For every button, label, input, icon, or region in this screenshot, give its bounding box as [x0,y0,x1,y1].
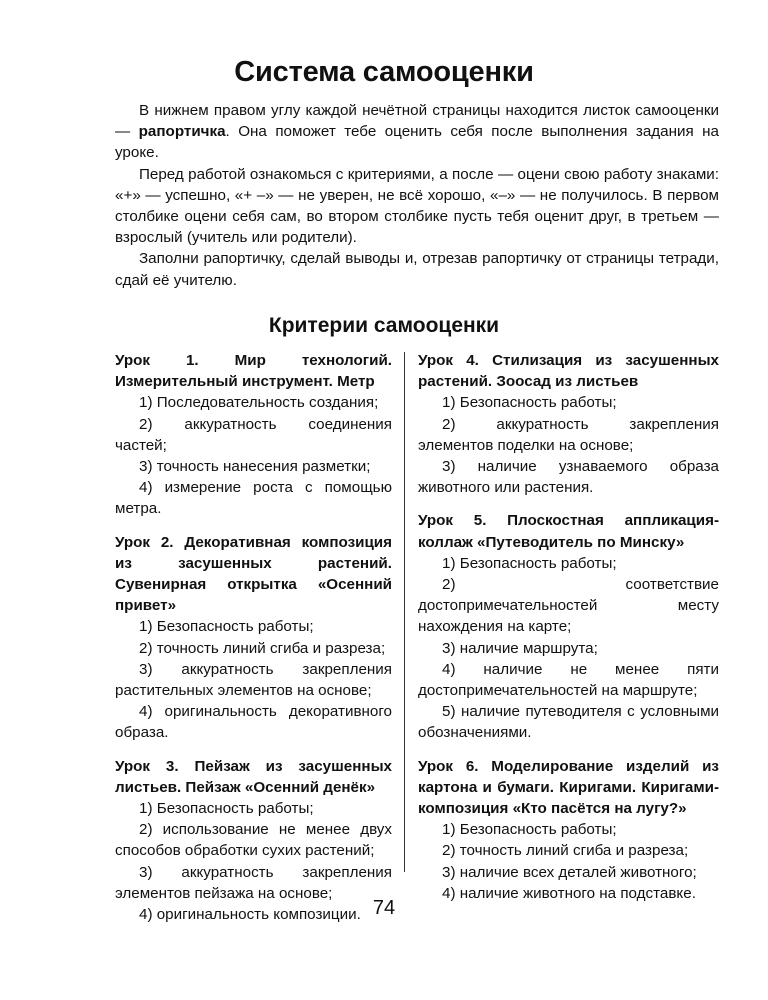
criterion-item [418,840,719,861]
criterion-item [115,798,392,819]
criterion-item [418,553,719,574]
criterion-text: 1) Безопасность работы; [139,800,314,818]
criterion-text: 1) Безопасность работы; [442,554,617,572]
section-subtitle: Критерии самооценки [268,314,500,337]
criterion-item [418,819,719,840]
criterion-text: 4) наличие животного на подставке. [442,884,696,902]
criterion-text: 3) аккуратность закрепления элементов пейзажа на основе; [115,863,392,902]
criterion-text: 1) Последовательность создания; [139,394,379,412]
criterion-text: 2) точность линий сгиба и разреза; [442,842,689,860]
lesson-6 [418,756,719,904]
criterion-text: 1) Безопасность работы; [442,394,617,412]
criterion-text: 3) наличие всех деталей животного; [442,863,697,881]
criterion-item [115,819,392,861]
criterion-text: 4) измерение роста с помощью метра. [115,479,392,518]
criterion-text: 1) Безопасность работы; [442,821,617,839]
criterion-item [418,456,719,498]
left-column [115,350,392,937]
intro-p1-after: . Она поможет тебе оценить себя после выполнения задания на уроке. [115,123,719,162]
criterion-item [115,414,392,456]
lesson-title: Урок 6. Моделирование изделий из картона и бумаги. Киригами. Киригами-композиция «Кто пасётся на лугу?» [418,757,719,818]
criterion-item [115,638,392,659]
criterion-item [418,659,719,701]
criterion-text: 1) Безопасность работы; [139,618,314,636]
criterion-item [418,414,719,456]
criterion-item [418,862,719,883]
page-number: 74 [372,897,396,919]
criterion-item [115,659,392,701]
criterion-item [418,574,719,638]
criterion-text: 3) наличие маршрута; [442,639,598,657]
intro-paragraph-2: Перед работой ознакомься с критериями, а после — оцени свою работу знаками: «+» — успешно, «+ –» — не уверен, не всё хорошо, «–» — не получилось. В первом столбике оцени себя сам, во втором столбике пусть тебя оценит друг, в третьем — взрослый (учитель или родители). [115,165,719,247]
criterion-item [115,701,392,743]
page-title: Система самооценки [234,56,534,88]
intro-paragraph-3: Заполни рапортичку, сделай выводы и, отрезав рапортичку от страницы тетради, сдай её учителю. [115,250,719,289]
criterion-text: 2) соответствие достопримечательностей месту нахождения на карте; [418,576,719,636]
criterion-item [115,392,392,413]
lesson-1 [115,350,392,520]
lesson-title: Урок 4. Стилизация из засушенных растений. Зоосад из листьев [418,352,719,391]
lesson-title: Урок 3. Пейзаж из засушенных листьев. Пейзаж «Осенний денёк» [115,757,392,796]
criterion-text: 2) использование не менее двух способов обработки сухих растений; [115,821,392,860]
criterion-text: 5) наличие путеводителя с условными обозначениями. [418,703,719,742]
intro-p1-before: В нижнем правом углу каждой нечётной страницы находится листок самооценки — [115,102,719,141]
criterion-item [418,638,719,659]
criterion-item [115,477,392,519]
criterion-text: 2) точность линий сгиба и разреза; [139,639,386,657]
lesson-title: Урок 1. Мир технологий. Измерительный инструмент. Метр [115,352,392,391]
lesson-title: Урок 5. Плоскостная аппликация-коллаж «Путеводитель по Минску» [418,512,719,551]
criterion-text: 3) наличие узнаваемого образа животного или растения. [418,458,719,497]
lesson-4 [418,350,719,498]
criterion-text: 4) наличие не менее пяти достопримечательностей на маршруте; [418,660,719,700]
criterion-item [418,701,719,743]
criterion-item [418,392,719,413]
intro-paragraph-1 [115,100,719,164]
criterion-text: 4) оригинальность декоративного образа. [115,703,392,742]
criterion-text: 2) аккуратность закрепления элементов поделки на основе; [418,415,719,454]
intro-text [115,100,719,291]
column-divider [404,352,405,872]
intro-p1-bold: рапортичка [138,123,226,141]
lesson-5 [418,510,719,743]
criterion-item [115,456,392,477]
right-column [418,350,719,916]
lesson-2 [115,532,392,744]
lesson-title: Урок 2. Декоративная композиция из засушенных растений. Сувенирная открытка «Осенний привет» [115,533,392,615]
criterion-text: 2) аккуратность соединения частей; [115,415,392,454]
criterion-item [115,616,392,637]
criterion-text: 3) аккуратность закрепления растительных элементов на основе; [115,660,392,700]
criterion-text: 3) точность нанесения разметки; [139,458,371,476]
criterion-text: 4) оригинальность композиции. [139,906,361,924]
